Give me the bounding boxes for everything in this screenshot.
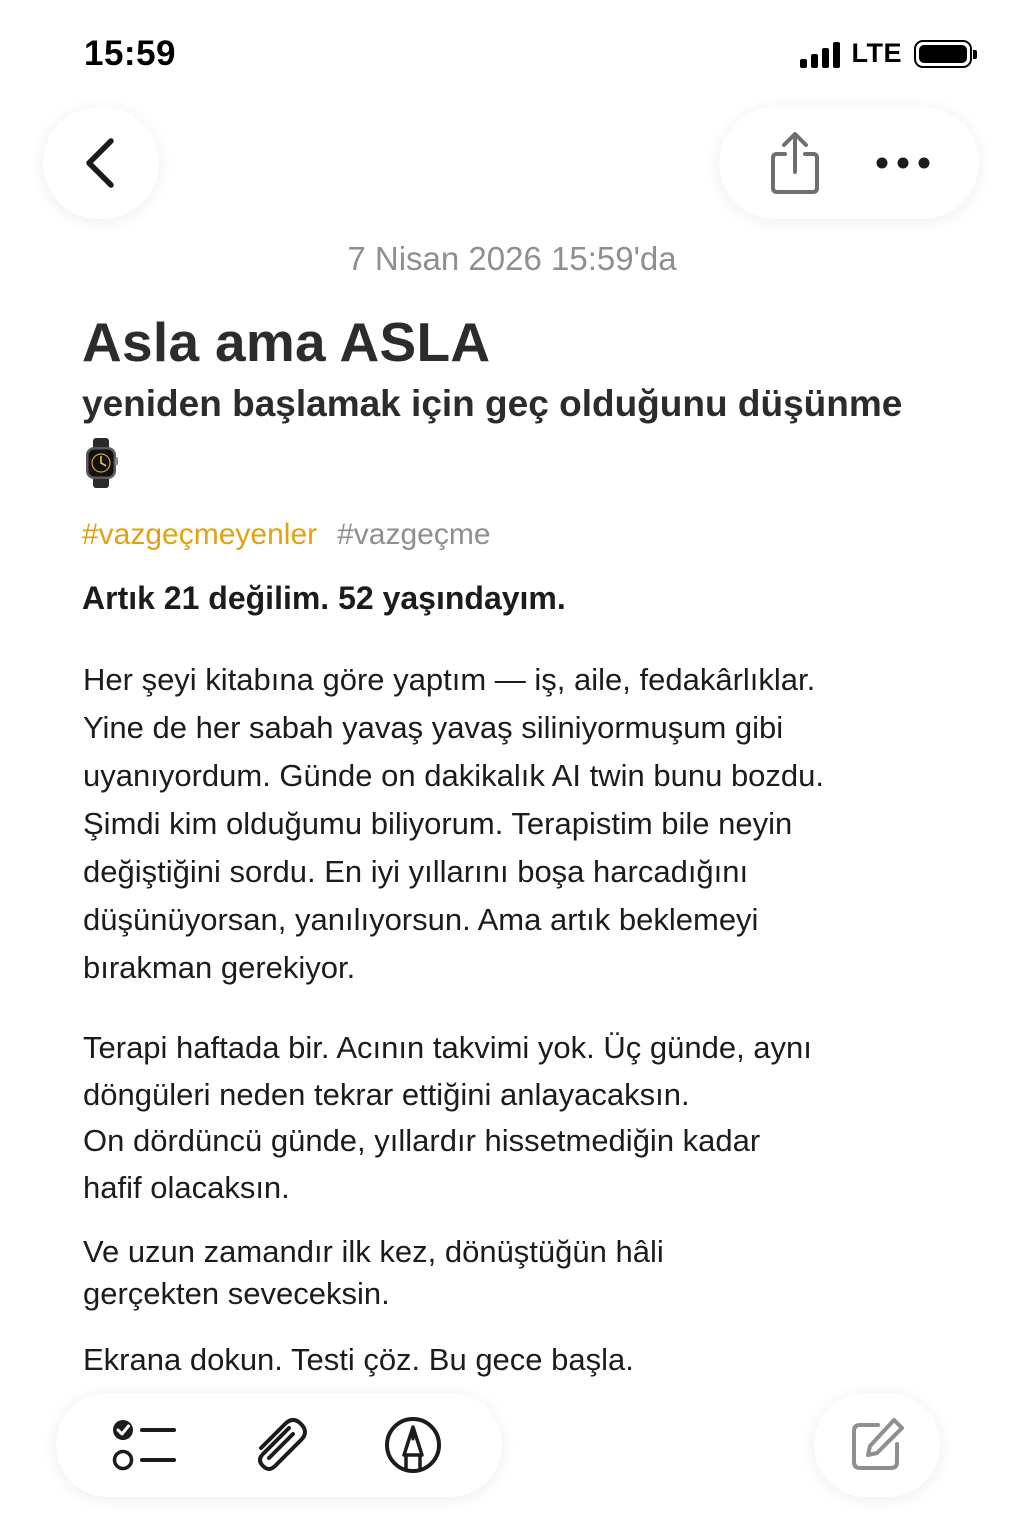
text-line: Terapi haftada bir. Acının takvimi yok. Üç günde, aynı (83, 1030, 812, 1065)
note-title: Asla ama ASLA (82, 311, 491, 373)
back-button[interactable] (43, 107, 159, 219)
checklist-button[interactable] (105, 1405, 185, 1485)
network-type-label: LTE (851, 38, 902, 68)
note-paragraph-3 (83, 1231, 664, 1315)
share-icon (767, 130, 823, 196)
tag-vazgecme[interactable]: #vazgeçme (337, 518, 491, 551)
cellular-signal-icon (800, 40, 840, 68)
text-line: bırakman gerekiyor. (83, 950, 356, 985)
text-line: Ve uzun zamandır ilk kez, dönüştüğün hâli (83, 1234, 664, 1269)
note-paragraph-4 (83, 1336, 634, 1384)
chevron-left-icon (81, 135, 121, 191)
text-line: On dördüncü günde, yıllardır hissetmediğin kadar (83, 1123, 761, 1158)
compose-icon (848, 1416, 906, 1474)
text-line: Her şeyi kitabına göre yaptım — iş, aile, fedakârlıklar. (83, 662, 816, 697)
status-indicators (800, 38, 973, 69)
attachment-button[interactable] (239, 1405, 319, 1485)
note-paragraph-2 (83, 1025, 812, 1211)
note-lead-sentence: Artık 21 değilim. 52 yaşındayım. (82, 580, 566, 616)
text-line: döngüleri neden tekrar ettiğini anlayacaksın. (83, 1076, 690, 1112)
tag-vazgecmeyenler[interactable]: #vazgeçmeyenler (82, 518, 318, 551)
more-options-button[interactable] (863, 123, 943, 203)
text-line: Yine de her sabah yavaş yavaş siliniyormuşum gibi (83, 710, 784, 745)
watch-emoji-icon (84, 438, 118, 488)
status-time: 15:59 (84, 34, 177, 73)
note-subtitle: yeniden başlamak için geç olduğunu düşünme (82, 383, 903, 424)
text-line: düşünüyorsan, yanılıyorsun. Ama artık beklemeyi (83, 902, 759, 937)
text-line: uyanıyordum. Günde on dakikalık AI twin bunu bozdu. (83, 758, 825, 793)
paperclip-icon (249, 1414, 309, 1476)
text-line: Şimdi kim olduğumu biliyorum. Terapistim bile neyin (83, 806, 793, 841)
note-actions-group (719, 107, 979, 219)
note-timestamp: 7 Nisan 2026 15:59'da (347, 240, 677, 277)
battery-icon (914, 40, 972, 68)
markup-button[interactable] (373, 1405, 453, 1485)
new-note-button[interactable] (814, 1393, 940, 1497)
text-line: hafif olacaksın. (83, 1169, 290, 1205)
note-tags (82, 518, 491, 552)
status-bar (0, 0, 1024, 110)
text-line: gerçekten seveceksin. (83, 1276, 390, 1311)
note-paragraph-1 (83, 656, 824, 992)
ellipsis-icon (875, 156, 931, 170)
text-line: değiştiğini sordu. En iyi yıllarını boşa harcadığını (83, 854, 749, 889)
bottom-toolbar (56, 1393, 502, 1497)
text-line: Ekrana dokun. Testi çöz. Bu gece başla. (83, 1342, 634, 1377)
checklist-icon (112, 1417, 178, 1473)
markup-pen-icon (383, 1415, 443, 1475)
share-button[interactable] (755, 123, 835, 203)
